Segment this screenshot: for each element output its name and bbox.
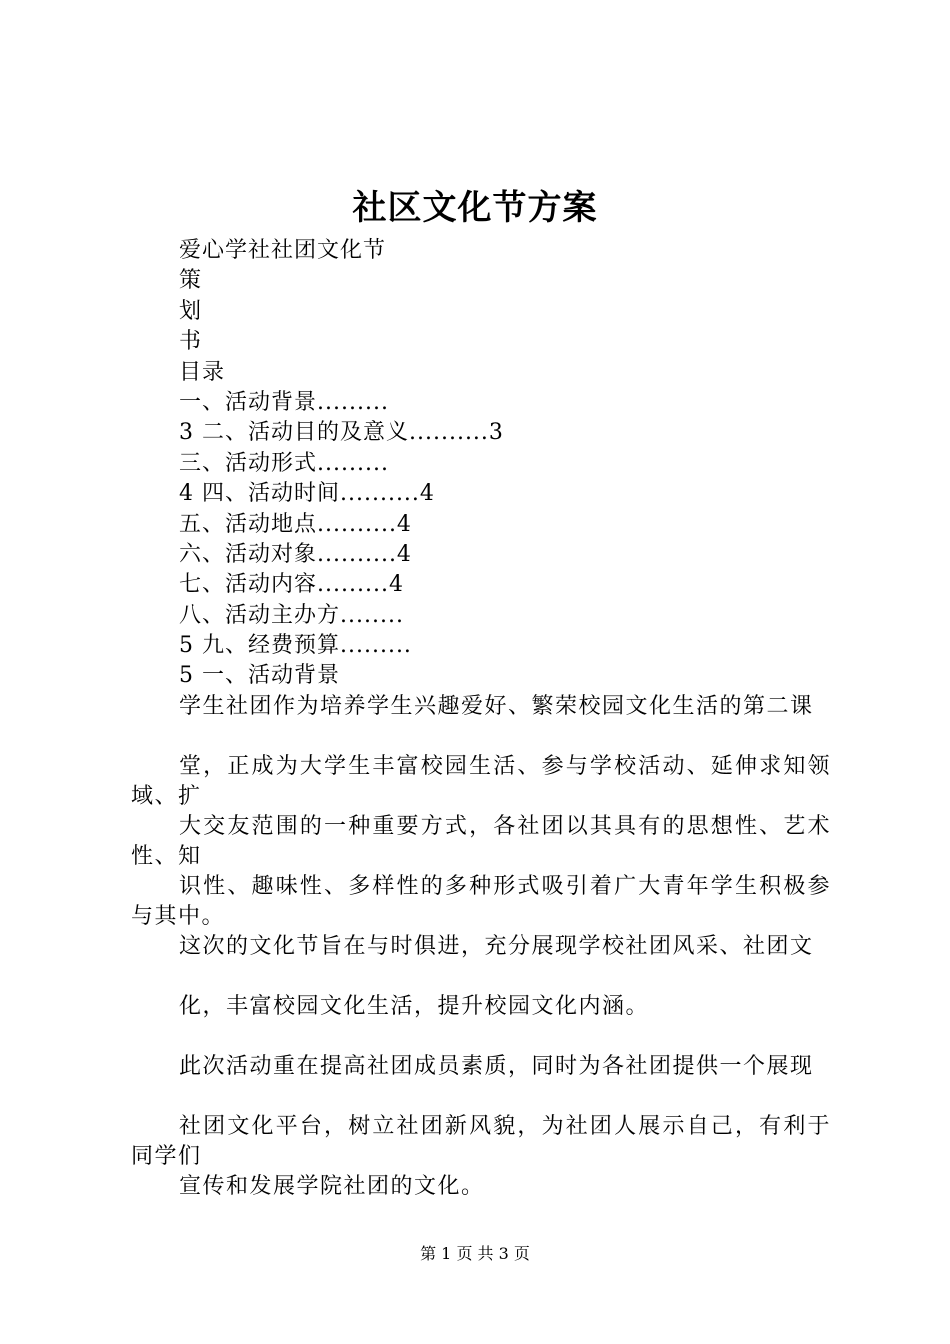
toc-line: 书 <box>179 329 203 355</box>
toc-line: 3 二、活动目的及意义..........3 <box>179 420 504 446</box>
body-text <box>131 692 831 1202</box>
toc-line: 爱心学社社团文化节 <box>179 238 387 263</box>
toc-line: 5 九、经费预算......... <box>179 633 412 659</box>
toc-line: 划 <box>179 298 203 324</box>
paragraph: 此次活动重在提高社团成员素质，同时为各社团提供一个展现 <box>179 1054 814 1079</box>
toc-line: 三、活动形式......... <box>179 450 389 476</box>
toc-line: 策 <box>179 268 203 294</box>
toc-line: 一、活动背景......... <box>179 389 389 415</box>
paragraph: 社团文化平台，树立社团新风貌，为社团人展示自己，有利于同学们 <box>131 1114 831 1169</box>
paragraph: 堂，正成为大学生丰富校园生活、参与学校活动、延伸求知领域、扩 <box>131 754 831 809</box>
toc-line: 五、活动地点..........4 <box>179 511 412 537</box>
paragraph: 宣传和发展学院社团的文化。 <box>179 1174 485 1199</box>
toc-line: 4 四、活动时间..........4 <box>179 481 435 507</box>
table-of-contents <box>179 236 859 692</box>
toc-line: 七、活动内容.........4 <box>179 572 404 598</box>
toc-line: 八、活动主办方........ <box>179 602 404 628</box>
page-footer: 第 1 页 共 3 页 <box>420 1244 530 1263</box>
paragraph: 识性、趣味性、多样性的多种形式吸引着广大青年学生积极参与其中。 <box>131 874 831 929</box>
toc-line: 目录 <box>179 359 226 385</box>
paragraph: 学生社团作为培养学生兴趣爱好、繁荣校园文化生活的第二课 <box>179 694 814 719</box>
paragraph: 大交友范围的一种重要方式，各社团以其具有的思想性、艺术性、知 <box>131 814 831 869</box>
toc-line: 六、活动对象..........4 <box>179 541 412 567</box>
toc-line: 5 一、活动背景 <box>179 663 340 689</box>
document-title: 社区文化节方案 <box>352 188 598 228</box>
paragraph: 化，丰富校园文化生活，提升校园文化内涵。 <box>179 994 650 1019</box>
paragraph: 这次的文化节旨在与时俱进，充分展现学校社团风采、社团文 <box>179 934 814 959</box>
